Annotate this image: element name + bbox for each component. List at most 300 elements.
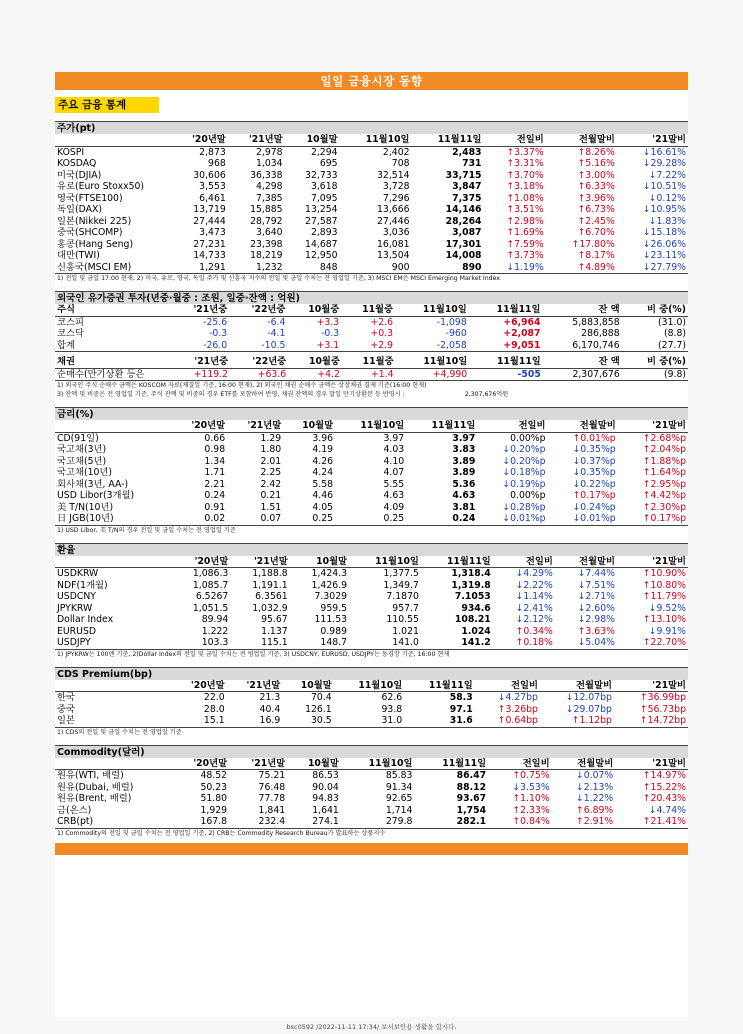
table-cell: ↓12.07bp xyxy=(565,692,612,703)
stocks-table xyxy=(55,134,688,274)
table-row xyxy=(55,444,688,456)
column-header: '21말비 xyxy=(615,758,688,770)
table-cell: 1.021 xyxy=(392,625,419,637)
row-label: USD Libor(3개월) xyxy=(57,490,135,501)
table-cell: 1,291 xyxy=(171,262,228,274)
table-cell: 1.024 xyxy=(461,625,491,637)
table-cell: 27,587 xyxy=(305,215,338,227)
row-label: 국고채(5년) xyxy=(57,455,107,467)
column-header: '21말비 xyxy=(617,134,688,146)
table-cell: 89.94 xyxy=(201,614,229,625)
table-row xyxy=(55,805,688,817)
table-cell: 27,231 xyxy=(193,238,226,250)
table-cell: 708 xyxy=(391,158,410,169)
table-cell: 7.3029 xyxy=(314,591,348,602)
table-cell: ↓1.19% xyxy=(484,262,546,274)
table-cell: 0.24 xyxy=(204,490,226,501)
column-header: 11월10일 xyxy=(395,304,469,316)
table-cell: +3.1 xyxy=(287,340,341,352)
table-cell: 1,377.5 xyxy=(383,568,419,579)
table-cell: 1,319.8 xyxy=(451,579,491,591)
table-cell: ↑0.17%p xyxy=(618,513,688,525)
table-cell: ↑1.88%p xyxy=(642,455,686,467)
column-header: 11월중 xyxy=(341,304,395,316)
table-cell: ↓0.24%p xyxy=(572,501,616,513)
table-cell: 2,978 xyxy=(255,146,283,158)
row-label: 대만(TWI) xyxy=(57,250,100,261)
table-cell: 4.26 xyxy=(312,455,334,467)
table-cell: 0.07 xyxy=(227,513,283,525)
table-cell: 286,888 xyxy=(581,328,620,339)
table-cell: ↑0.75% xyxy=(512,770,550,781)
table-cell: 5.58 xyxy=(312,478,334,490)
column-header: '21년중 xyxy=(171,356,230,368)
table-cell: 2,483 xyxy=(452,146,482,158)
table-row xyxy=(55,603,688,615)
row-label: 합계 xyxy=(55,340,171,352)
table-cell: 279.8 xyxy=(341,816,415,828)
column-header: 비 중(%) xyxy=(622,356,688,368)
table-row xyxy=(55,591,688,603)
table-cell: 97.1 xyxy=(449,703,473,715)
table-row xyxy=(55,158,688,170)
table-cell: 4.03 xyxy=(383,444,405,455)
table-cell: 21.3 xyxy=(259,692,281,703)
table-cell: 30,606 xyxy=(193,169,226,181)
page-footer: bsc0592 /2022-11-11 17:34/ 보서보안용 생활을 합시다. xyxy=(286,1023,457,1031)
column-header: 전일비 xyxy=(484,134,546,146)
table-cell: 92.65 xyxy=(385,793,413,804)
table-cell: 1,424.3 xyxy=(311,568,348,579)
column-header: 전일비 xyxy=(477,420,547,432)
row-label: 중국(SHCOMP) xyxy=(57,227,123,238)
table-cell: +63.6 xyxy=(230,368,288,381)
table-row xyxy=(55,704,688,716)
table-cell: 50.23 xyxy=(200,781,228,793)
table-cell: 6.3561 xyxy=(255,591,288,602)
table-cell: 15,885 xyxy=(250,204,283,215)
row-label: JPYKRW xyxy=(57,602,93,614)
table-cell: 2.42 xyxy=(260,478,282,490)
table-row xyxy=(55,614,688,626)
table-row xyxy=(55,816,688,828)
table-cell: +119.2 xyxy=(171,368,230,381)
table-cell: 1.29 xyxy=(260,432,282,444)
table-cell: 7,296 xyxy=(382,192,410,204)
column-header: 11월11일 xyxy=(406,420,477,432)
column-header: '20년말 xyxy=(171,556,230,568)
column-header: 11월11일 xyxy=(414,758,488,770)
column-header: '22년중 xyxy=(230,356,288,368)
cds-note: 1) CDS의 전일 및 금일 수치는 전 영업일 기준 xyxy=(57,728,182,736)
rates-note: 1) USD Libor, 美 T/N의 경우 전일 및 금일 수치는 전 영업일 기준 xyxy=(57,526,236,534)
column-header: '20년말 xyxy=(171,680,227,692)
table-cell: ↑0.84% xyxy=(488,816,552,828)
table-cell: ↑3.96% xyxy=(577,192,615,204)
row-label: 홍콩(Hang Seng) xyxy=(57,238,134,250)
table-cell: ↑0.17%p xyxy=(572,490,616,501)
table-cell: 1,929 xyxy=(200,804,228,816)
table-cell: 76.48 xyxy=(258,781,286,793)
table-cell: 22.0 xyxy=(203,692,225,703)
table-cell: 1.222 xyxy=(201,625,229,637)
column-header: 전월말비 xyxy=(552,758,616,770)
table-cell: 1,032.9 xyxy=(252,602,288,614)
table-row xyxy=(55,456,688,468)
table-cell: +3.3 xyxy=(316,316,340,328)
table-cell: ↓2.60% xyxy=(577,602,615,614)
table-cell: 93.8 xyxy=(381,703,403,715)
table-cell: 1,641 xyxy=(312,804,339,816)
table-cell: ↓29.07bp xyxy=(565,703,612,715)
table-cell: 1,086.3 xyxy=(192,568,229,579)
table-cell: 3,553 xyxy=(199,181,226,192)
table-cell: 93.67 xyxy=(456,793,487,804)
table-cell: ↓7.22% xyxy=(648,169,686,181)
table-cell: ↓2.13% xyxy=(575,781,614,793)
column-header: 전월말비 xyxy=(555,556,617,568)
row-label: USDJPY xyxy=(55,637,171,649)
table-cell: ↓1.14% xyxy=(515,591,553,602)
row-label: 신흥국(MSCI EM) xyxy=(55,262,171,274)
column-header: '20년말 xyxy=(171,420,227,432)
rates-table xyxy=(55,420,688,526)
column-header: '20년말 xyxy=(171,134,228,146)
table-cell: ↑1.12bp xyxy=(540,715,614,727)
table-cell: ↓0.01%p xyxy=(477,513,547,525)
row-label: NDF(1개월) xyxy=(57,579,108,591)
table-cell: -505 xyxy=(469,368,543,381)
row-header-label xyxy=(55,420,171,432)
table-cell: ↑6.70% xyxy=(577,227,615,238)
table-cell: 86.47 xyxy=(456,770,487,781)
table-cell: ↑3.70% xyxy=(506,169,544,181)
table-cell: 33,715 xyxy=(445,169,482,181)
table-cell: 5.36 xyxy=(452,478,476,490)
table-cell: 0.02 xyxy=(171,513,227,525)
table-cell: ↑10.80% xyxy=(642,579,686,591)
table-cell: 6,461 xyxy=(199,192,226,204)
table-cell: 95.67 xyxy=(261,614,288,625)
table-cell: 13,719 xyxy=(193,204,226,215)
table-cell: ↑11.79% xyxy=(642,591,686,602)
table-cell: 4.63 xyxy=(383,490,405,501)
table-cell: ↓0.37%p xyxy=(572,455,616,467)
table-cell: +6,964 xyxy=(503,316,541,328)
table-cell: 167.8 xyxy=(171,816,229,828)
column-header: 10월말 xyxy=(283,420,335,432)
table-cell: 4.46 xyxy=(312,490,334,501)
table-cell: ↑2.04%p xyxy=(642,444,686,455)
table-cell: ↓0.20%p xyxy=(502,444,546,455)
row-label: 일본(Nikkei 225) xyxy=(57,215,132,227)
column-header: '21말비 xyxy=(614,680,688,692)
table-cell: 3.83 xyxy=(452,444,476,455)
table-cell: 28.0 xyxy=(203,703,225,715)
table-cell: ↓2.41% xyxy=(515,602,553,614)
table-cell: 4.10 xyxy=(383,455,405,467)
table-cell: ↑21.41% xyxy=(615,816,688,828)
table-cell: 16.9 xyxy=(227,715,283,727)
table-cell: 48.52 xyxy=(200,770,228,781)
table-cell: 0.00%p xyxy=(510,490,546,501)
column-header: 11월중 xyxy=(342,356,396,368)
table-cell: 7,385 xyxy=(255,192,283,204)
table-cell: ↑1.64%p xyxy=(642,467,686,478)
table-cell: ↑0.34% xyxy=(515,625,553,637)
table-cell: ↓10.95% xyxy=(642,204,686,215)
row-label: 금(온스) xyxy=(57,804,92,816)
foreign-note-2: 3) 잔액 및 비중은 전 영업일 기준, 주식 잔액 및 비중의 경우 ETF를 포함하여 반영, 채권 잔액의 경우 말일 만기상환분 등 반영시 : 2,307,676억원 xyxy=(57,391,509,398)
table-cell: 1.80 xyxy=(260,444,282,455)
table-row xyxy=(55,637,688,649)
table-cell: ↓0.22%p xyxy=(572,478,616,490)
table-cell: ↓0.20%p xyxy=(502,455,546,467)
row-label: 日 JGB(10년) xyxy=(55,513,171,525)
table-cell: ↑3.31% xyxy=(506,158,544,169)
column-header: 11월10일 xyxy=(340,134,412,146)
column-header: 잔 액 xyxy=(543,356,622,368)
column-header: 10월말 xyxy=(285,134,340,146)
table-cell: 0.00%p xyxy=(510,432,546,444)
table-cell: 32,733 xyxy=(305,169,338,181)
table-cell: ↑5.16% xyxy=(577,158,615,169)
table-row xyxy=(55,490,688,502)
table-cell: ↑14.72bp xyxy=(614,715,688,727)
table-cell: 0.21 xyxy=(260,490,282,501)
table-cell: ↑6.73% xyxy=(577,204,615,215)
table-row xyxy=(55,568,688,580)
table-cell: -6.4 xyxy=(267,316,286,328)
column-header: 11월10일 xyxy=(334,680,405,692)
table-cell: 2,893 xyxy=(310,227,338,238)
row-label: 국고채(3년) xyxy=(57,444,107,455)
table-cell: 3,618 xyxy=(310,181,338,192)
table-cell: 14,146 xyxy=(445,204,482,215)
table-cell: ↑3.00% xyxy=(577,169,615,181)
section-subtitle: 주요 금융 통계 xyxy=(55,97,159,113)
table-row xyxy=(55,193,688,205)
table-cell: ↓2.71% xyxy=(577,591,615,602)
table-cell: 27,444 xyxy=(193,215,226,227)
row-label: 원유(Brent, 배럴) xyxy=(57,793,132,804)
table-cell: 4.19 xyxy=(312,444,334,455)
table-cell: ↓9.52% xyxy=(648,602,686,614)
table-cell: ↑2.33% xyxy=(512,804,550,816)
table-cell: 3,087 xyxy=(452,227,482,238)
table-cell: 15.1 xyxy=(171,715,227,727)
table-cell: -25.6 xyxy=(203,316,228,328)
column-header: '21년말 xyxy=(228,134,285,146)
column-header: '21년중 xyxy=(171,304,229,316)
commodity-title: Commodity(달러) xyxy=(55,745,688,758)
table-cell: 75.21 xyxy=(258,770,286,781)
row-label: 국고채(10년) xyxy=(57,467,113,478)
column-header: '21말비 xyxy=(618,420,688,432)
row-header-label xyxy=(55,680,171,692)
table-row xyxy=(55,782,688,794)
column-header: 전일비 xyxy=(488,758,552,770)
table-cell: 3,728 xyxy=(382,181,410,192)
row-label: KOSDAQ xyxy=(57,158,97,169)
table-cell: ↑2.91% xyxy=(552,816,616,828)
foreign-section xyxy=(55,291,688,399)
foreign-title: 외국인 유가증권 투자(년중·월중 : 조원, 일중·잔액 : 억원) xyxy=(55,291,688,304)
table-cell: ↑4.89% xyxy=(546,262,617,274)
column-header: 11월11일 xyxy=(469,356,543,368)
column-header: '21년말 xyxy=(229,758,287,770)
table-cell: 3.96 xyxy=(312,432,334,444)
row-header-label xyxy=(55,556,171,568)
cds-title: CDS Premium(bp) xyxy=(55,667,688,680)
table-cell: 13,504 xyxy=(377,250,410,261)
column-header: 11월11일 xyxy=(421,556,493,568)
table-cell: 274.1 xyxy=(287,816,341,828)
table-cell: 5.55 xyxy=(383,478,405,490)
table-row xyxy=(55,328,688,340)
table-cell: 1,085.7 xyxy=(192,579,229,591)
table-row xyxy=(55,770,688,782)
column-header: 11월10일 xyxy=(396,356,470,368)
table-cell: 848 xyxy=(285,262,340,274)
table-cell: ↑3.37% xyxy=(506,146,544,158)
table-cell: 3,473 xyxy=(199,227,226,238)
column-header: 전일비 xyxy=(475,680,540,692)
rates-section xyxy=(55,407,688,535)
table-cell: ↑13.10% xyxy=(642,614,686,625)
table-cell: +2.6 xyxy=(370,316,393,328)
table-cell: 32,514 xyxy=(377,169,410,181)
row-label: 코스닥 xyxy=(57,328,84,339)
column-header: '22년중 xyxy=(229,304,287,316)
rates-title: 금리(%) xyxy=(55,407,688,420)
table-cell: -0.3 xyxy=(321,328,340,339)
table-cell: ↑6.89% xyxy=(575,804,614,816)
table-cell: -1,098 xyxy=(436,316,467,328)
table-cell: 62.6 xyxy=(381,692,403,703)
table-cell: 0.25 xyxy=(283,513,335,525)
table-cell: ↑20.43% xyxy=(642,793,686,804)
table-row xyxy=(55,181,688,193)
table-cell: 94.83 xyxy=(312,793,339,804)
table-cell: 6.5267 xyxy=(195,591,229,602)
table-cell: 2,402 xyxy=(382,146,410,158)
table-cell: +9,051 xyxy=(469,340,543,352)
stocks-title: 주가(pt) xyxy=(55,121,688,134)
table-cell: 4.05 xyxy=(312,501,334,513)
table-cell: ↑22.70% xyxy=(617,637,688,649)
table-cell: 1,232 xyxy=(228,262,285,274)
table-cell: ↑56.73bp xyxy=(639,703,686,715)
row-label: 독일(DAX) xyxy=(57,204,102,215)
table-cell: ↓2.12% xyxy=(515,614,553,625)
table-row xyxy=(55,250,688,262)
table-cell: 115.1 xyxy=(230,637,289,649)
column-header: '20년말 xyxy=(171,758,229,770)
table-cell: 13,666 xyxy=(377,204,410,215)
table-cell: -960 xyxy=(445,328,467,339)
column-header: 11월10일 xyxy=(341,758,415,770)
table-cell: ↑3.51% xyxy=(506,204,544,215)
table-cell: 28,792 xyxy=(250,215,283,227)
table-row xyxy=(55,227,688,239)
table-cell: -10.5 xyxy=(229,340,287,352)
table-cell: 1,188.8 xyxy=(252,568,288,579)
table-cell: 108.21 xyxy=(454,614,491,625)
table-row xyxy=(55,715,688,727)
table-cell: 14,008 xyxy=(445,250,482,261)
table-cell: 900 xyxy=(340,262,412,274)
table-cell: ↓0.28%p xyxy=(502,501,546,513)
table-cell: +1.4 xyxy=(342,368,396,381)
table-cell: ↓4.74% xyxy=(648,804,686,816)
row-label: 원유(WTI, 배럴) xyxy=(57,770,124,781)
table-cell: +2,087 xyxy=(503,328,541,339)
table-cell: ↑2.68%p xyxy=(642,432,686,444)
column-header: 잔 액 xyxy=(543,304,622,316)
table-cell: 3,847 xyxy=(452,181,482,192)
table-cell: ↓26.06% xyxy=(642,238,686,250)
column-header: 10월말 xyxy=(290,556,349,568)
column-header: 10월중 xyxy=(287,304,341,316)
table-cell: 959.5 xyxy=(320,602,348,614)
table-cell: ↑8.26% xyxy=(577,146,615,158)
cds-section xyxy=(55,667,688,737)
report-page xyxy=(55,72,688,1031)
table-cell: ↑14.97% xyxy=(642,770,686,781)
column-header: 전월말비 xyxy=(548,420,618,432)
table-cell: ↓15.18% xyxy=(642,227,686,238)
column-header: 전일비 xyxy=(493,556,555,568)
table-cell: 3,640 xyxy=(255,227,283,238)
table-cell: 0.98 xyxy=(204,444,226,455)
row-label: EURUSD xyxy=(57,625,97,637)
table-cell: ↑36.99bp xyxy=(639,692,686,703)
table-cell: ↓0.35%p xyxy=(572,467,616,478)
table-cell: 40.4 xyxy=(259,703,281,715)
table-cell: 5,883,858 xyxy=(572,316,620,328)
table-cell: ↑0.18% xyxy=(493,637,555,649)
foreign-note-1: 1) 외국인 주식 순매수 금액은 KOSCOM 자료(체결일 기준, 16:00 현재), 2) 외국인 채권 순매수 금액은 상장채권 결제 기준(16:00 현재) xyxy=(57,382,427,389)
table-cell: ↓0.12% xyxy=(648,192,686,204)
table-cell: (8.8) xyxy=(663,328,686,339)
table-cell: 7.1870 xyxy=(386,591,419,602)
foreign-stock-table xyxy=(55,304,688,352)
row-label: 순매수(만기상환 등은 xyxy=(55,368,171,381)
table-row xyxy=(55,146,688,158)
table-row xyxy=(55,368,688,381)
foreign-bond-table xyxy=(55,356,688,381)
column-header: '21말비 xyxy=(617,556,688,568)
table-cell: 2.25 xyxy=(260,467,282,478)
table-cell: 86.53 xyxy=(312,770,339,781)
table-cell: 1,426.9 xyxy=(311,579,348,591)
row-header-label: 채권 xyxy=(55,356,171,368)
table-cell: ↓1.83% xyxy=(648,215,686,227)
table-cell: 28,264 xyxy=(445,215,482,227)
table-cell: 7.1053 xyxy=(454,591,491,602)
table-cell: 3.97 xyxy=(452,432,476,444)
table-cell: ↑2.95%p xyxy=(642,478,686,490)
table-cell: 3,036 xyxy=(382,227,410,238)
table-cell: 1.51 xyxy=(260,501,282,513)
column-header: 11월11일 xyxy=(404,680,475,692)
table-row xyxy=(55,580,688,592)
table-cell: 70.4 xyxy=(310,692,332,703)
table-cell: ↓16.61% xyxy=(642,146,686,158)
table-cell: ↓27.79% xyxy=(617,262,688,274)
table-cell: 2,873 xyxy=(199,146,226,158)
